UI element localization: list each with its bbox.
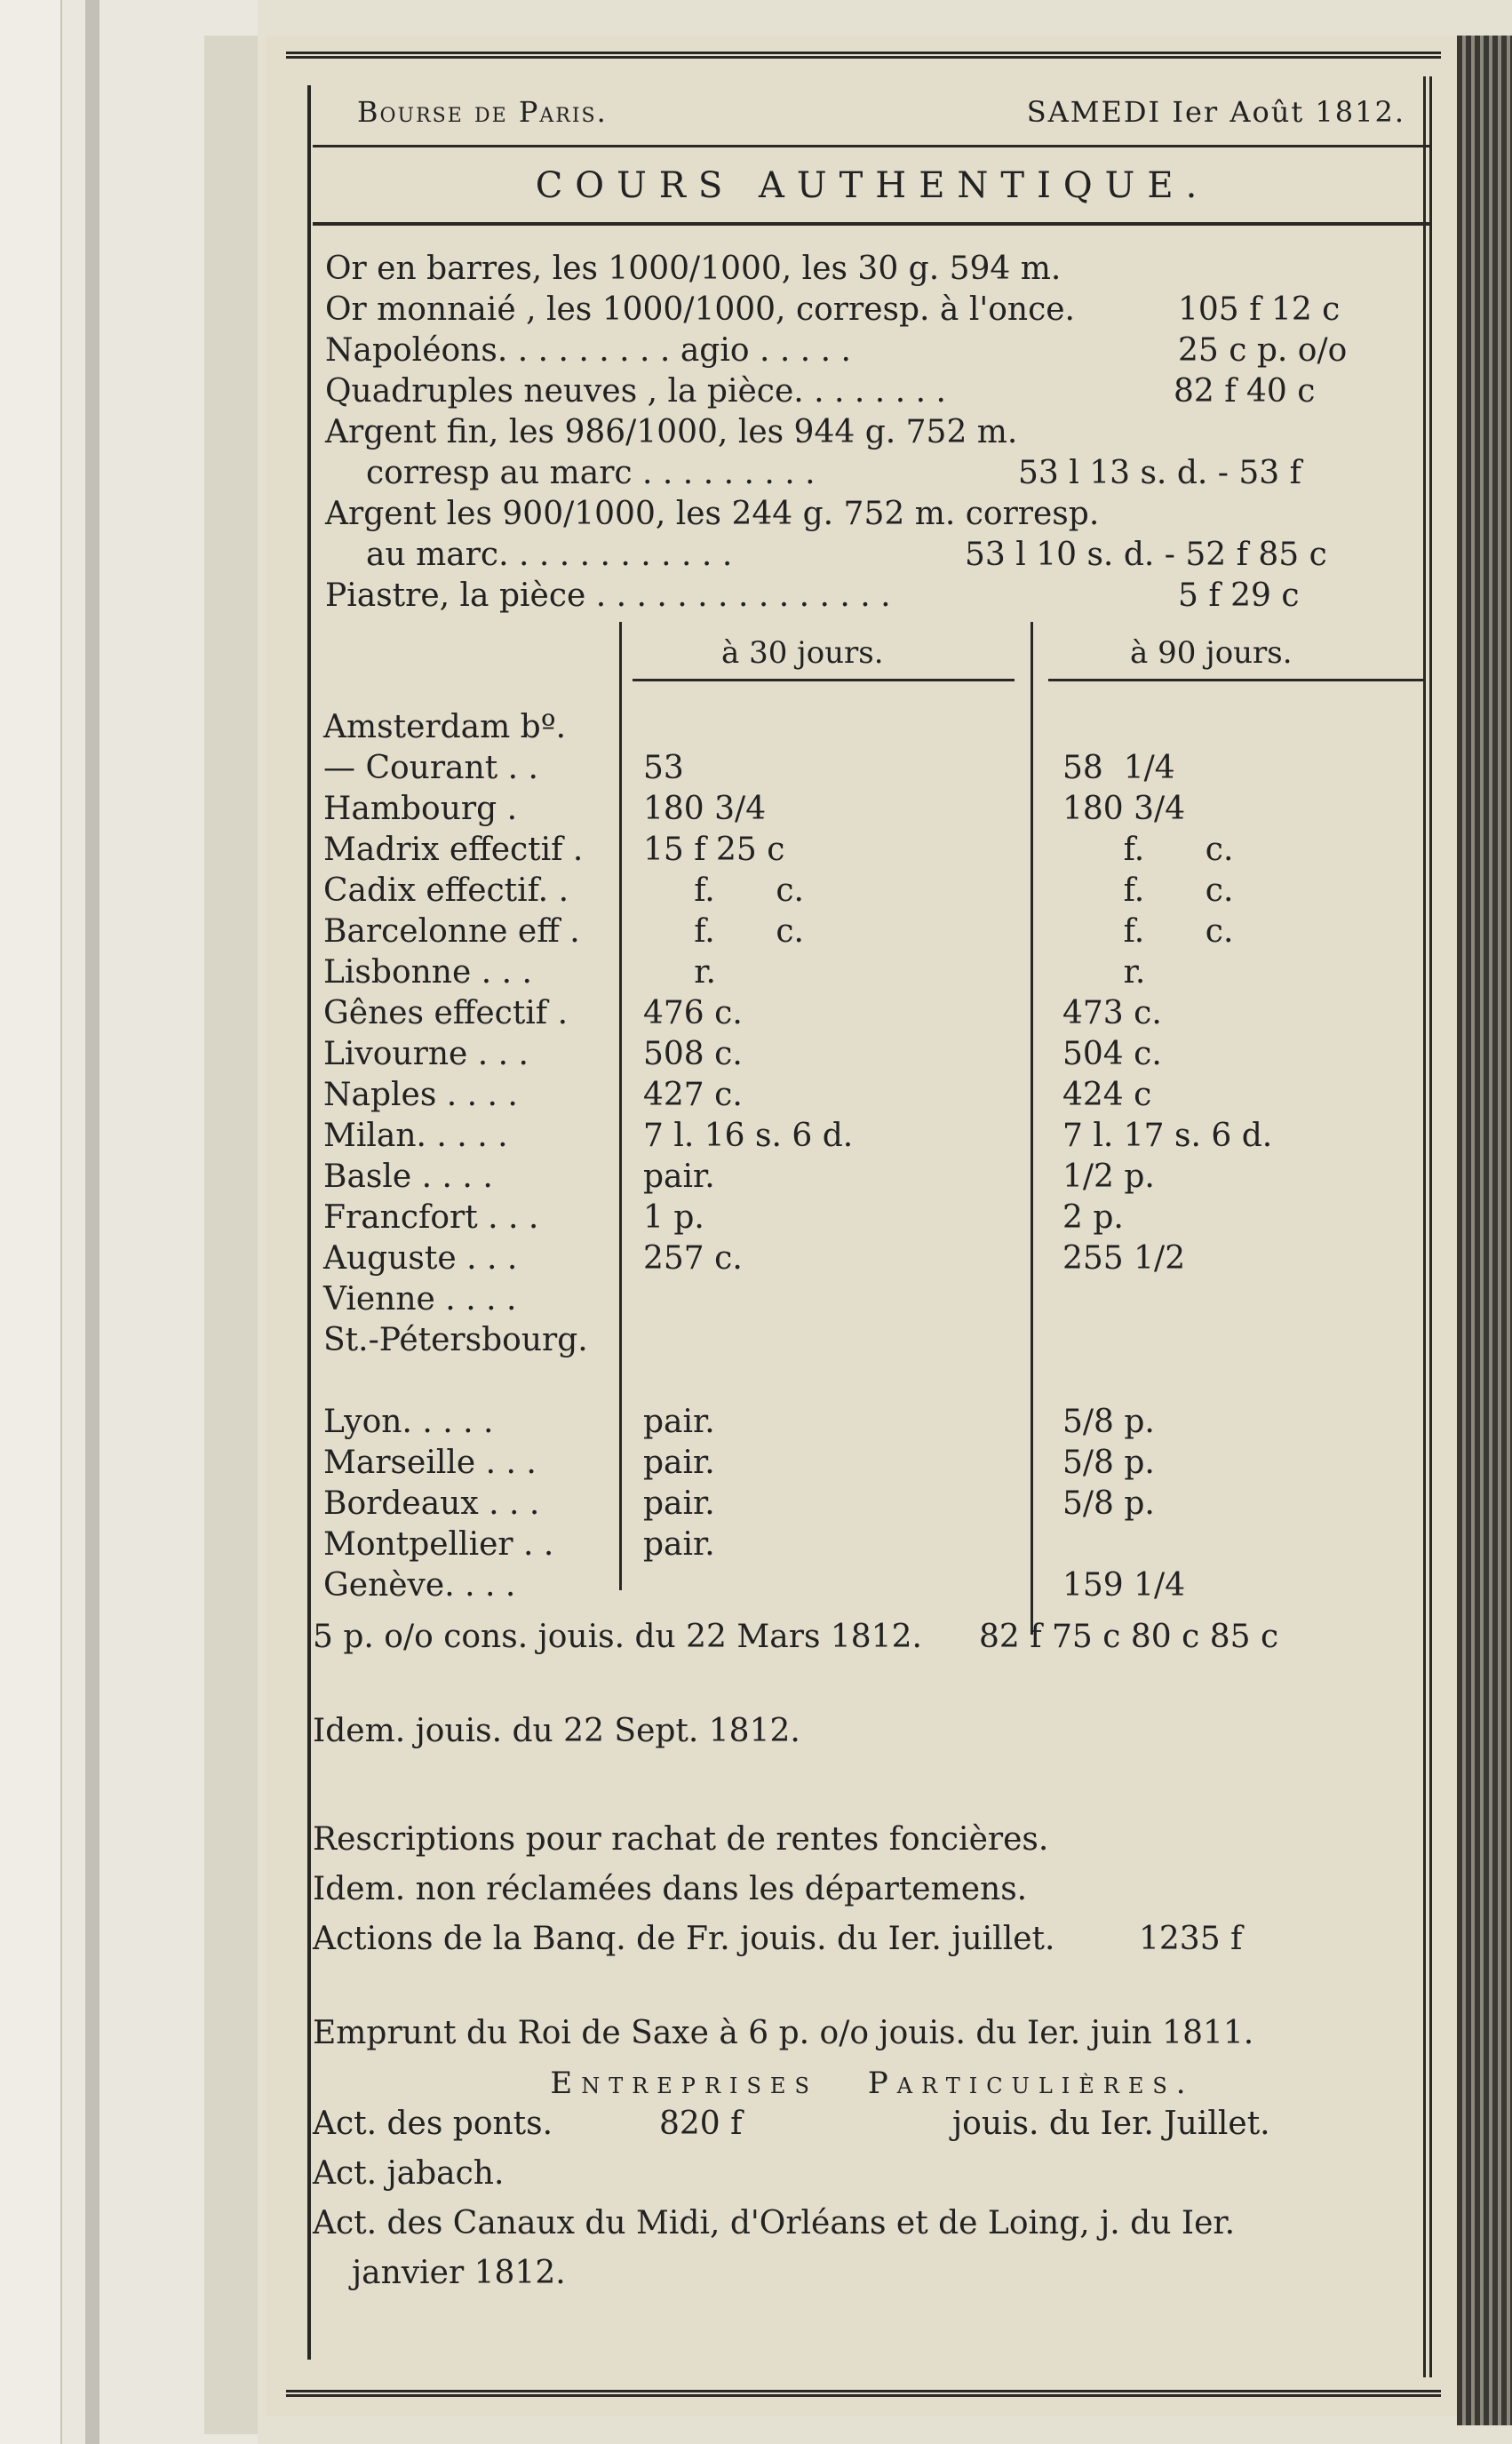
column-rule [1031,622,1033,1635]
rate-30-days: pair. [643,1526,715,1563]
rente-row: 5 p. o/o cons. jouis. du 22 Mars 1812. 82 f 75 c 80 c 85 c [313,1619,1279,1655]
canaux-row: Act. des Canaux du Midi, d'Orléans et de Loing, j. du Ier. [313,2205,1236,2241]
rate-90-days: 424 c [1062,1077,1152,1113]
rate-30-days: 53 [643,750,684,786]
rate-90-days: 255 1/2 [1062,1240,1186,1277]
idem-sept-row: Idem. jouis. du 22 Sept. 1812. [313,1713,800,1749]
exchange-city: Marseille . . . [323,1445,537,1481]
rate-90-days: 473 c. [1062,995,1162,1031]
exchange-city: Lisbonne . . . [323,954,532,991]
rescriptions-row: Rescriptions pour rachat de rentes foncières. [313,1821,1049,1858]
metal-row: Or monnaié , les 1000/1000, corresp. à l'once. 105 f 12 c [325,291,1341,328]
rate-30-days: f. c. [643,872,804,909]
rate-30-days: r. [643,954,716,991]
exchange-city: Cadix effectif. . [323,872,569,909]
idem-non-row: Idem. non réclamées dans les départemens. [313,1871,1028,1907]
exchange-city: Madrix effectif . [323,832,584,868]
rate-30-days: 7 l. 16 s. 6 d. [643,1118,854,1154]
page-header [313,76,1432,147]
metal-row: corresp au marc . . . . . . . . . 53 l 13 s. d. - 53 f [366,455,1301,491]
canaux-row-cont: janvier 1812. [352,2255,566,2291]
book-binding [0,0,258,2444]
rate-30-days: 257 c. [643,1240,743,1277]
exchange-city: Auguste . . . [323,1240,518,1277]
exchange-city: St.-Pétersbourg. [323,1322,588,1358]
header-date: SAMEDI Ier Août 1812. [1026,95,1405,129]
metal-row: Napoléons. . . . . . . . . agio . . . . . 25 c p. o/o [325,332,1348,369]
exchange-city: Francfort . . . [323,1199,539,1236]
binding-shadow [85,0,99,2444]
rate-90-days: f. c. [1062,872,1234,909]
metals-list [313,249,1432,617]
exchange-city: Livourne . . . [323,1036,529,1072]
frame-left-rule [307,85,311,2360]
exchange-city: Montpellier . . [323,1526,554,1563]
rate-30-days: pair. [643,1404,715,1440]
rate-90-days: 159 1/4 [1062,1567,1186,1604]
exchange-city: — Courant . . [323,750,538,786]
metal-row: Argent fin, les 986/1000, les 944 g. 752 m. [325,414,1018,450]
rate-90-days: 58 1/4 [1062,750,1175,786]
exchange-city: Lyon. . . . . [323,1404,494,1440]
exchange-city: Naples . . . . [323,1077,518,1113]
binding-edge [0,0,62,2444]
exchange-city: Hambourg . [323,791,518,827]
rate-90-days: 5/8 p. [1062,1445,1155,1481]
rate-90-days: 5/8 p. [1062,1404,1155,1440]
rate-30-days: pair. [643,1485,715,1522]
exchange-city: Bordeaux . . . [323,1485,540,1522]
binding-inner [204,36,258,2434]
exchange-city: Amsterdam bº. [323,709,567,745]
rate-90-days: f. c. [1062,913,1234,950]
metal-row: Or en barres, les 1000/1000, les 30 g. 594 m. [325,251,1062,287]
rate-90-days: r. [1062,954,1146,991]
header-rule [1048,679,1423,681]
rate-90-days: 5/8 p. [1062,1485,1155,1522]
exchange-city: Gênes effectif . [323,995,569,1031]
rate-30-days: 1 p. [643,1199,704,1236]
rate-90-days: f. c. [1062,832,1234,868]
rate-30-days: 508 c. [643,1036,743,1072]
emprunt-row: Emprunt du Roi de Saxe à 6 p. o/o jouis. du Ier. juin 1811. [313,2015,1254,2051]
exchange-city: Genève. . . . [323,1567,516,1604]
ponts-row: Act. des ponts. 820 f jouis. du Ier. Juillet. [313,2106,1270,2142]
exchange-city: Milan. . . . . [323,1118,508,1154]
entreprises-heading: Entreprises Particulières. [550,2066,1195,2101]
rate-90-days: 7 l. 17 s. 6 d. [1062,1118,1273,1154]
header-rule [633,679,1015,681]
rate-30-days: pair. [643,1445,715,1481]
exchange-city: Basle . . . . [323,1158,493,1195]
funds-section [313,1617,1432,2303]
metal-row: Piastre, la pièce . . . . . . . . . . . . . . . 5 f 29 c [325,577,1300,614]
banque-row: Actions de la Banq. de Fr. jouis. du Ier. juillet. 1235 f [313,1921,1243,1957]
rate-30-days: 15 f 25 c [643,832,785,868]
metal-row: Quadruples neuves , la pièce. . . . . . . . 82 f 40 c [325,373,1316,410]
header-30-days: à 30 jours. [721,635,884,671]
jabach-row: Act. jabach. [313,2155,505,2192]
exchange-city: Barcelonne eff . [323,913,580,950]
rate-90-days: 504 c. [1062,1036,1162,1072]
rate-90-days: 1/2 p. [1062,1158,1155,1195]
page-edges [1457,36,1512,2425]
exchange-city: Vienne . . . . [323,1281,517,1318]
rate-90-days: 2 p. [1062,1199,1124,1236]
bulletin [313,76,1432,2303]
rate-30-days: pair. [643,1158,715,1195]
header-left: Bourse de Paris. [357,95,608,129]
metal-row: Argent les 900/1000, les 244 g. 752 m. corresp. [325,496,1100,532]
rate-30-days: 476 c. [643,995,743,1031]
exchange-table [313,622,1432,1617]
rate-30-days: f. c. [643,913,804,950]
metal-row: au marc. . . . . . . . . . . . 53 l 10 s. d. - 52 f 85 c [366,537,1327,573]
rate-30-days: 427 c. [643,1077,743,1113]
header-90-days: à 90 jours. [1130,635,1293,671]
rate-90-days: 180 3/4 [1062,791,1186,827]
column-rule [619,622,622,1590]
rate-30-days: 180 3/4 [643,791,767,827]
page-title: COURS AUTHENTIQUE. [313,147,1432,226]
